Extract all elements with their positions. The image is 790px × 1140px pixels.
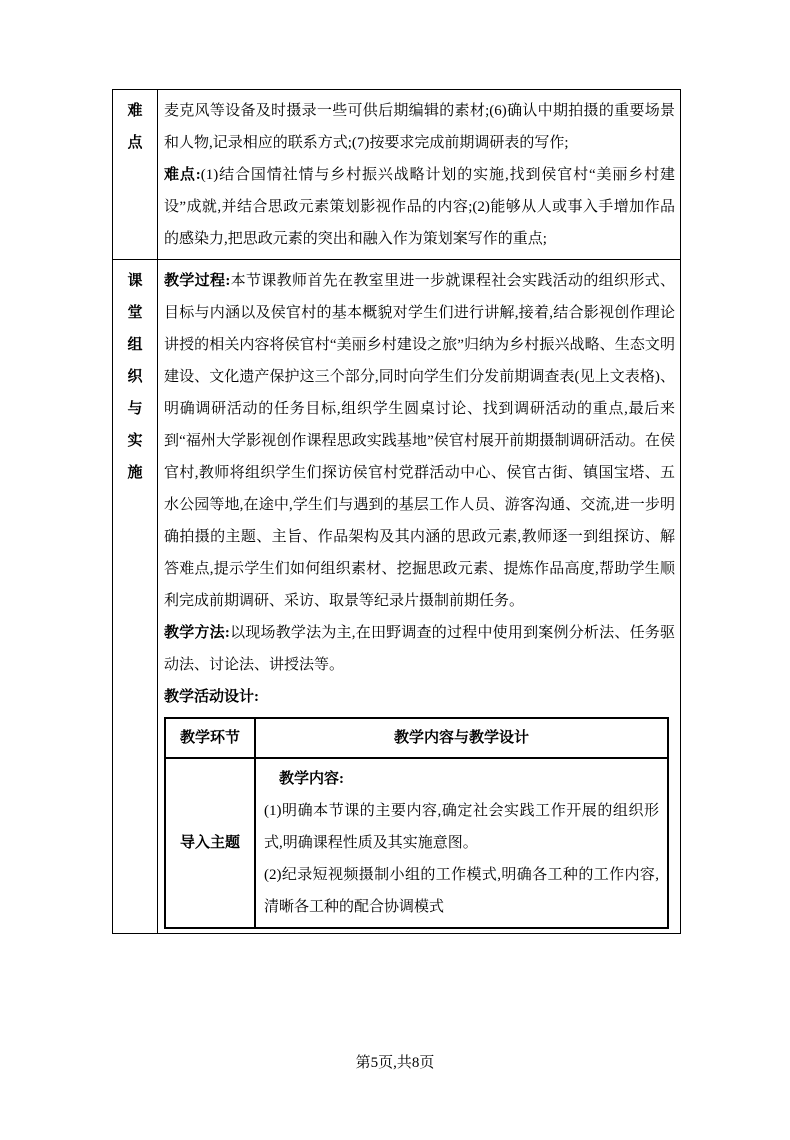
paragraph-carryover: [164, 95, 675, 159]
teaching-content-item: (1)明确本节课的主要内容,确定社会实践工作开展的组织形式,明确课程性质及其实施意图。: [264, 803, 659, 851]
paragraph-bold-label: 教学过程:: [164, 273, 231, 289]
table-row-difficulty: [113, 90, 681, 260]
paragraph-text: 以现场教学法为主,在田野调查的过程中使用到案例分析法、任务驱动法、讨论法、讲授法等。: [164, 625, 675, 673]
activity-design-table: [164, 717, 669, 929]
column-header-teaching-content-design: 教学内容与教学设计: [255, 718, 668, 758]
paragraph-bold-label: 教学方法:: [164, 625, 230, 641]
paragraph-bold-label: 难点:: [164, 167, 201, 183]
stage-cell-intro-topic: 导入主题: [165, 758, 255, 928]
column-header-teaching-stage: 教学环节: [165, 718, 255, 758]
activity-design-heading: 教学活动设计:: [164, 689, 259, 705]
row-label-difficulty: 难点: [113, 90, 158, 260]
paragraph-difficulty: [164, 159, 675, 255]
table-row-classroom-organization: [113, 260, 681, 934]
lesson-plan-table: [112, 89, 681, 934]
paragraph-text: (1)结合国情社情与乡村振兴战略计划的实施,找到侯官村“美丽乡村建设”成就,并结合思政元素策划影视作品的内容;(2)能够从人或事入手增加作品的感染力,把思政元素的突出和融入作为策划案写作的重点;: [164, 167, 676, 247]
paragraph-teaching-process: [164, 265, 675, 617]
page-number-indicator: 第5页,共8页: [355, 1055, 435, 1071]
row-label-classroom-organization: 课堂组织与实施: [113, 260, 158, 934]
difficulty-content-cell: [158, 90, 681, 260]
classroom-content-cell: [158, 260, 681, 934]
activity-content-cell: [255, 758, 668, 928]
activity-table-row-intro-topic: [165, 758, 668, 928]
paragraph-teaching-method: [164, 617, 675, 681]
paragraph-text: 本节课教师首先在教室里进一步就课程社会实践活动的组织形式、目标与内涵以及侯官村的基本概貌对学生们进行讲解,接着,结合影视创作理论讲授的相关内容将侯官村“美丽乡村建设之旅”归纳为乡村振兴战略、生态文明建设、文化遗产保护这三个部分,同时向学生们分发前期调查表(见上文表格)、明确调研活动的任务目标,组织学生圆桌讨论、找到调研活动的重点,最后来到“福州大学影视创作课程思政实践基地”侯官村展开前期摄制调研活动。在侯官村,教师将组织学生们探访侯官村党群活动中心、侯官古街、镇国宝塔、五水公园等地,在途中,学生们与遇到的基层工作人员、游客沟通、交流,进一步明确拍摄的主题、主旨、作品架构及其内涵的思政元素,教师逐一到组探访、解答难点,提示学生们如何组织素材、挖掘思政元素、提炼作品高度,帮助学生顺利完成前期调研、采访、取景等纪录片摄制前期任务。: [164, 273, 675, 609]
paragraph-text: 麦克风等设备及时摄录一些可供后期编辑的素材;(6)确认中期拍摄的重要场景和人物,记录相应的联系方式;(7)按要求完成前期调研表的写作;: [164, 103, 675, 151]
teaching-content-title: 教学内容:: [279, 771, 344, 787]
teaching-content-item: (2)纪录短视频摄制小组的工作模式,明确各工种的工作内容,清晰各工种的配合协调模式: [264, 867, 659, 915]
activity-table-header-row: [165, 718, 668, 758]
